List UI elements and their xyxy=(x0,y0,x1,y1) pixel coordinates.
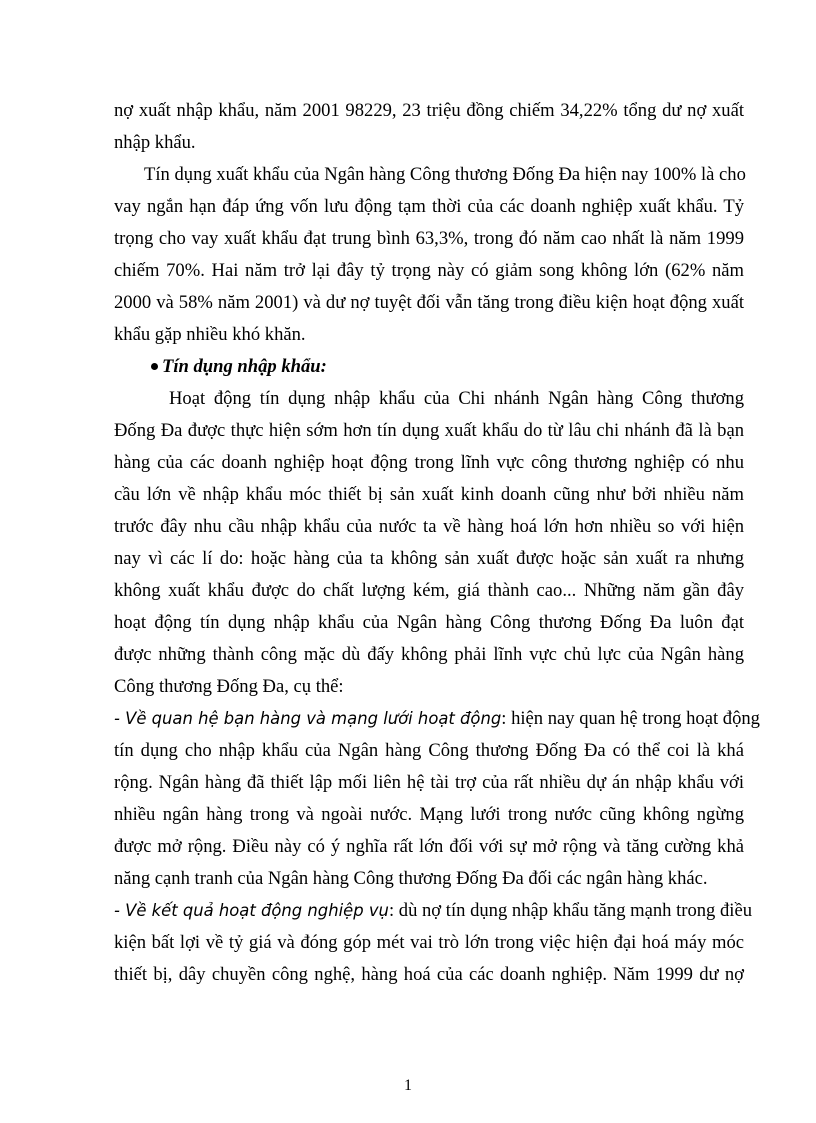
paragraph-3-line-9: được những thành công mặc dù đấy không phải lĩnh vực chủ lực của Ngân hàng xyxy=(114,644,744,665)
paragraph-5-line-3: thiết bị, dây chuyền công nghệ, hàng hoá của các doanh nghiệp. Năm 1999 dư nợ xyxy=(114,964,744,985)
paragraph-2-line-1: Tín dụng xuất khẩu của Ngân hàng Công thương Đống Đa hiện nay 100% là cho xyxy=(144,164,746,185)
paragraph-3-line-1: Hoạt động tín dụng nhập khẩu của Chi nhánh Ngân hàng Công thương xyxy=(169,388,744,409)
paragraph-5-lead: - Về kết quả hoạt động nghiệp vụ xyxy=(114,901,389,920)
section-heading xyxy=(114,351,744,383)
paragraph-4-line-6: năng cạnh tranh của Ngân hàng Công thương Đống Đa đối các ngân hàng khác. xyxy=(114,868,708,889)
paragraph-1-line-2: nhập khẩu. xyxy=(114,132,196,153)
page-number: 1 xyxy=(404,1077,412,1094)
paragraph-3-line-3: hàng của các doanh nghiệp hoạt động trong lĩnh vực công thương nghiệp có nhu xyxy=(114,452,744,473)
paragraph-3-line-2: Đống Đa được thực hiện sớm hơn tín dụng xuất khẩu do từ lâu chi nhánh đã là bạn xyxy=(114,420,744,441)
paragraph-3-line-7: không xuất khẩu được do chất lượng kém, giá thành cao... Những năm gần đây xyxy=(114,580,744,601)
paragraph-4-line-2: tín dụng cho nhập khẩu của Ngân hàng Công thương Đống Đa có thể coi là khá xyxy=(114,740,744,761)
paragraph-1-line-1: nợ xuất nhập khẩu, năm 2001 98229, 23 triệu đồng chiếm 34,22% tổng dư nợ xuất xyxy=(114,100,744,121)
paragraph-3-line-4: cầu lớn về nhập khẩu móc thiết bị sản xuất kinh doanh cũng như bởi nhiều năm xyxy=(114,484,744,505)
paragraph-4-line-1 xyxy=(114,703,760,735)
paragraph-3-line-5: trước đây nhu cầu nhập khẩu của nước ta về hàng hoá lớn hơn nhiều so với hiện xyxy=(114,516,744,537)
paragraph-3-line-6: nay vì các lí do: hoặc hàng của ta không sản xuất được hoặc sản xuất ra nhưng xyxy=(114,548,744,569)
paragraph-2-line-4: chiếm 70%. Hai năm trở lại đây tỷ trọng này có giảm song không lớn (62% năm xyxy=(114,260,744,281)
section-heading-text: Tín dụng nhập khẩu: xyxy=(162,356,327,377)
paragraph-3-line-10: Công thương Đống Đa, cụ thể: xyxy=(114,676,344,697)
paragraph-2-line-5: 2000 và 58% năm 2001) và dư nợ tuyệt đối vẫn tăng trong điều kiện hoạt động xuất xyxy=(114,292,744,313)
paragraph-5-line-1 xyxy=(114,895,753,927)
paragraph-5-line-2: kiện bất lợi về tỷ giá và đóng góp mét vai trò lớn trong việc hiện đại hoá máy móc xyxy=(114,932,744,953)
paragraph-4-lead: - Về quan hệ bạn hàng và mạng lưới hoạt động xyxy=(114,709,502,728)
paragraph-2-line-2: vay ngắn hạn đáp ứng vốn lưu động tạm thời của các doanh nghiệp xuất khẩu. Tỷ xyxy=(114,196,744,217)
bullet-icon xyxy=(151,363,158,370)
paragraph-3-line-8: hoạt động tín dụng nhập khẩu của Ngân hàng Công thương Đống Đa luôn đạt xyxy=(114,612,744,633)
paragraph-2-line-3: trọng cho vay xuất khẩu đạt trung bình 63,3%, trong đó năm cao nhất là năm 1999 xyxy=(114,228,744,249)
paragraph-2-line-6: khẩu gặp nhiều khó khăn. xyxy=(114,324,306,345)
paragraph-4-line-5: được mở rộng. Điều này có ý nghĩa rất lớn đối với sự mở rộng và tăng cường khả xyxy=(114,836,744,857)
paragraph-5-line-1-rest: : dù nợ tín dụng nhập khẩu tăng mạnh trong điều xyxy=(388,900,753,921)
paragraph-4-line-1-rest: : hiện nay quan hệ trong hoạt động xyxy=(501,708,760,729)
document-body xyxy=(114,95,760,991)
paragraph-4-line-4: nhiều ngân hàng trong và ngoài nước. Mạng lưới trong nước cũng không ngừng xyxy=(114,804,744,825)
paragraph-4-line-3: rộng. Ngân hàng đã thiết lập mối liên hệ tài trợ của rất nhiều dự án nhập khẩu với xyxy=(114,772,744,793)
